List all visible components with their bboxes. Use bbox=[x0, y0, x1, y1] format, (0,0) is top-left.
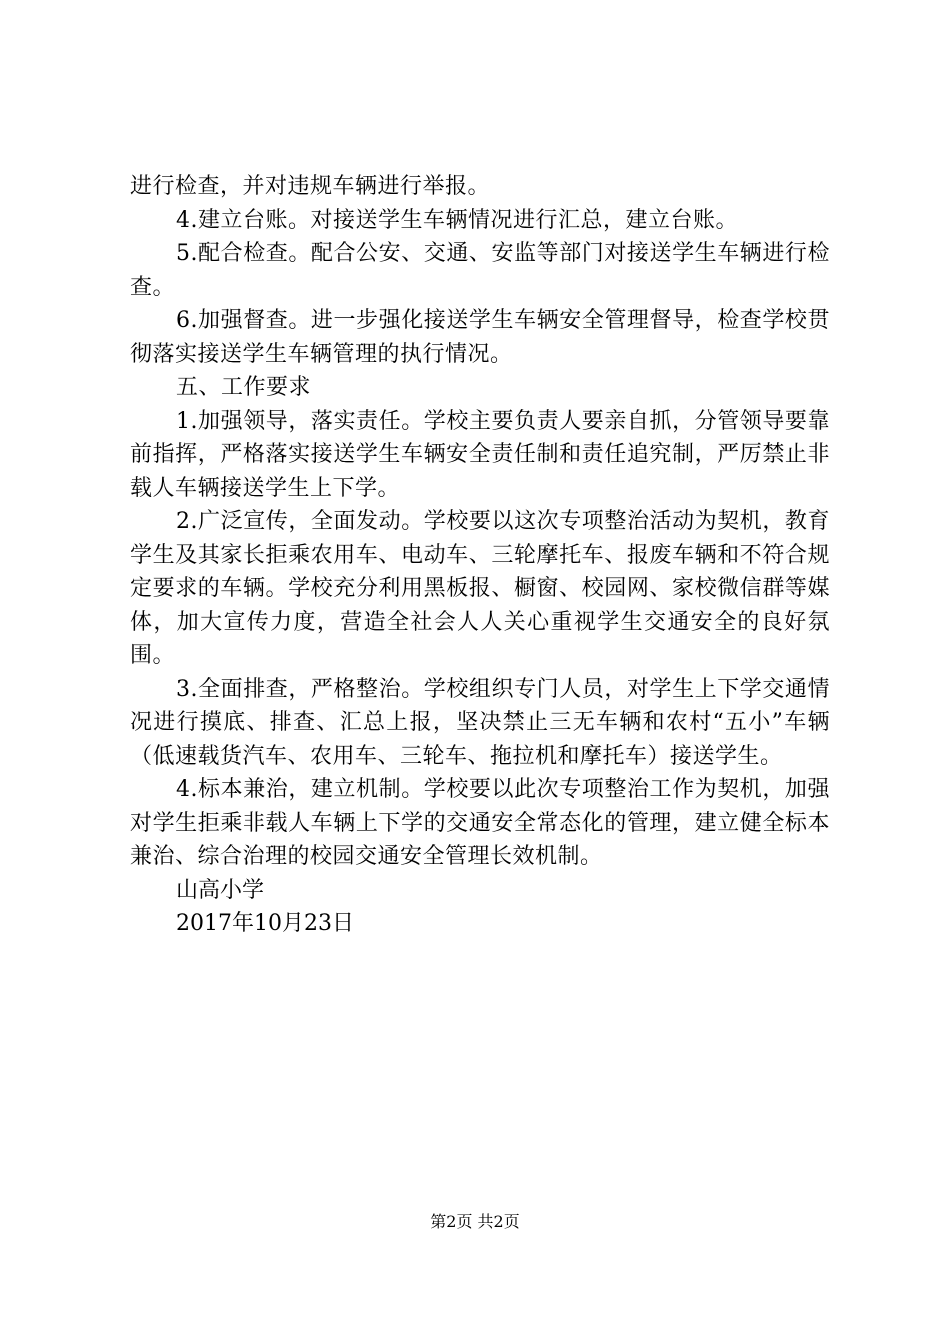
paragraph-2: 4.建立台账。对接送学生车辆情况进行汇总，建立台账。 bbox=[176, 207, 738, 233]
page-footer: 第2页 共2页 bbox=[430, 1212, 520, 1231]
document-body bbox=[130, 170, 830, 941]
paragraph-7: 2.广泛宣传，全面发动。学校要以这次专项整治活动为契机，教育学生及其家长拒乘农用车、电动车、三轮摩托车、报废车辆和不符合规定要求的车辆。学校充分利用黑板报、橱窗、校园网、家校微信群等媒体，加大宣传力度，营造全社会人人关心重视学生交通安全的良好氛围。 bbox=[130, 509, 830, 668]
paragraph-6: 1.加强领导，落实责任。学校主要负责人要亲自抓，分管领导要靠前指挥，严格落实接送学生车辆安全责任制和责任追究制，严厉禁止非载人车辆接送学生上下学。 bbox=[130, 408, 830, 501]
signature-organization: 山高小学 bbox=[176, 877, 265, 903]
paragraph-1: 进行检查，并对违规车辆进行举报。 bbox=[130, 174, 491, 199]
paragraph-8: 3.全面排查，严格整治。学校组织专门人员，对学生上下学交通情况进行摸底、排查、汇总上报，坚决禁止三无车辆和农村“五小”车辆（低速载货汽车、农用车、三轮车、拖拉机和摩托车）接送学生。 bbox=[130, 676, 830, 769]
paragraph-4: 6.加强督查。进一步强化接送学生车辆安全管理督导，检查学校贯彻落实接送学生车辆管理的执行情况。 bbox=[130, 308, 830, 367]
paragraph-3: 5.配合检查。配合公安、交通、安监等部门对接送学生车辆进行检查。 bbox=[130, 241, 830, 300]
signature-date: 2017年10月23日 bbox=[176, 911, 354, 936]
paragraph-9: 4.标本兼治，建立机制。学校要以此次专项整治工作为契机，加强对学生拒乘非载人车辆上下学的交通安全常态化的管理，建立健全标本兼治、综合治理的校园交通安全管理长效机制。 bbox=[130, 777, 830, 869]
section-heading: 五、工作要求 bbox=[176, 375, 312, 400]
